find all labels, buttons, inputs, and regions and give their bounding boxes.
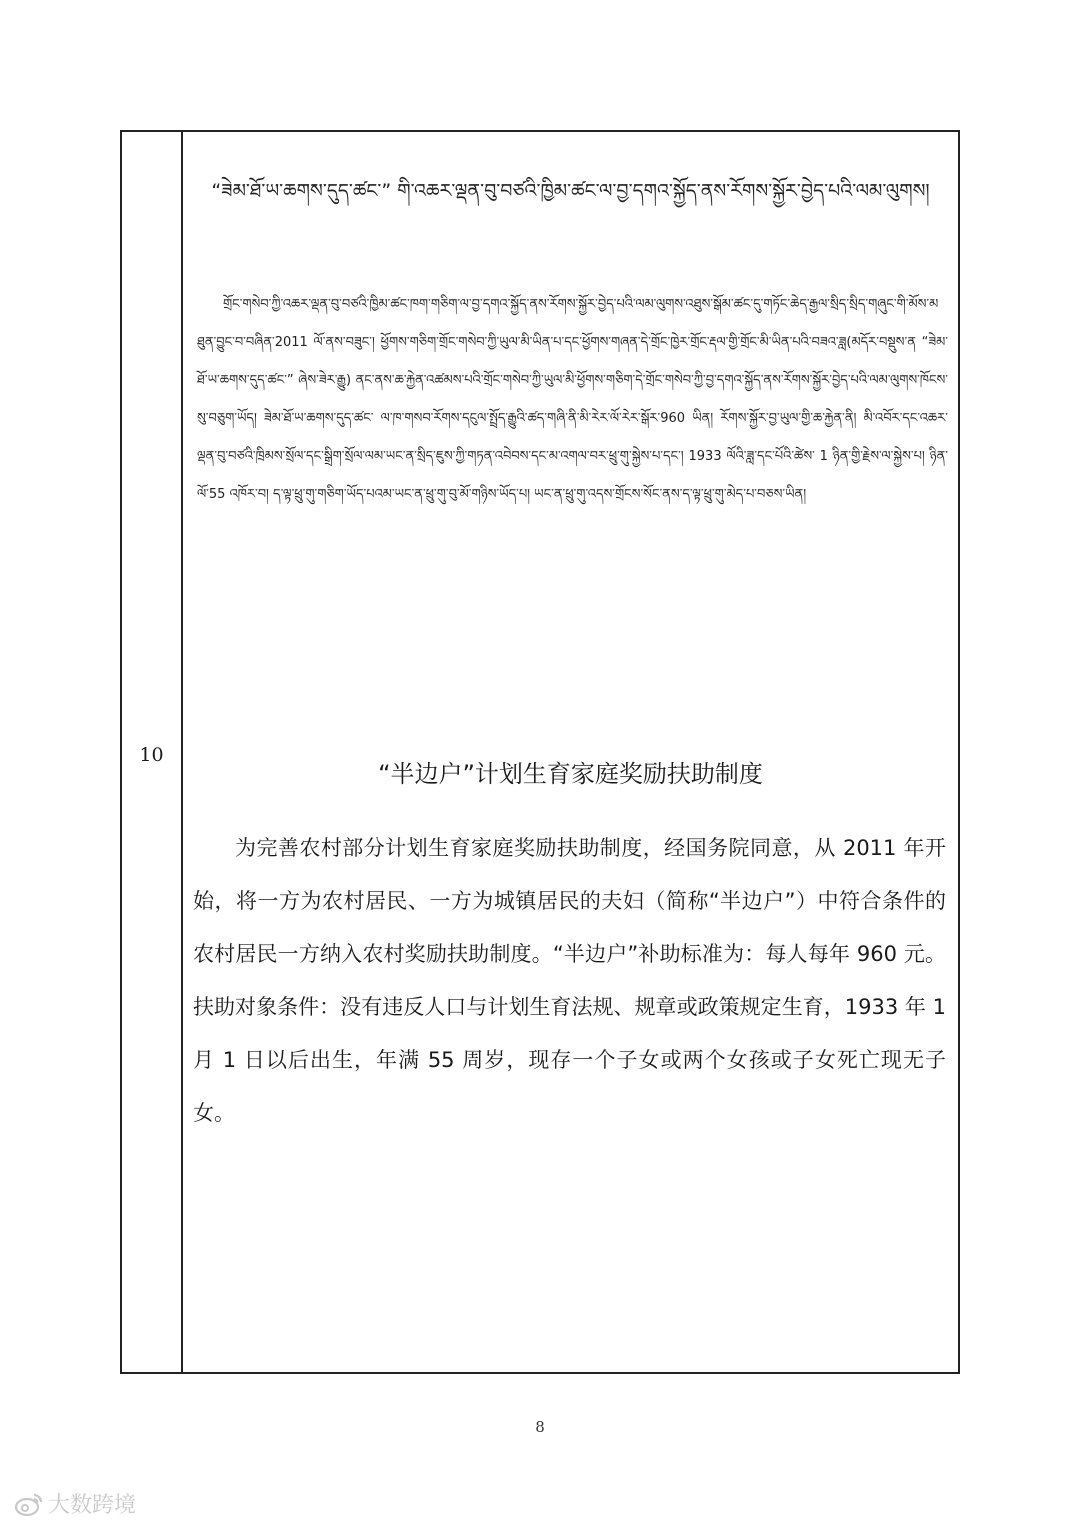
policy-table: [120, 130, 960, 1374]
content-cell: [183, 132, 958, 1372]
chinese-body: 为完善农村部分计划生育家庭奖励扶助制度，经国务院同意，从 2011 年开始，将一方为农村居民、一方为城镇居民的夫妇（简称“半边户”）中符合条件的农村居民一方纳入农村奖励扶助制度。“半边户”补助标准为：每人每年 960 元。扶助对象条件：没有违反人口与计划生育法规、规章或政策规定生育，1933 年 1 月 1 日以后出生，年满 55 周岁，现存一个子女或两个女孩或子女死亡现无子女。: [193, 836, 946, 1125]
chinese-title: “半边户”计划生育家庭奖励扶助制度: [378, 760, 763, 788]
tibetan-body: གྲོང་གསེབ་ཀྱི་འཆར་ལྡན་བུ་བཙའི་ཁྱིམ་ཚང་ཁག་གཅིག་ལ་བྱ་དགའ་སྐྱོད་ནས་རོགས་སྐྱོར་བྱེད་པའི་ལམ་ལུགས་འཐུས་སྒོམ་ཚང་དུ་གཏོང་ཆེད་རྒྱལ་སྲིད་སྲིད་གཞུང་གི་མོས་མཐུན་བྱུང་བ་བཞིན་2011 ལོ་ནས་བཟུང་། ཕྱོགས་གཅིག་གྲོང་གསེབ་ཀྱི་ཡུལ་མི་ཡིན་པ་དང་ཕྱོགས་གཞན་དེ་གྲོང་ཁྱེར་གྲོང་རྡལ་གྱི་གྲོང་མི་ཡིན་པའི་བཟའ་ཟླ(མདོར་བསྡུས་ན “ཟེམ་ཐོ་ཡ་ཆགས་དུད་ཚང་” ཞེས་ཟེར་རྒྱུ) ནང་ནས་ཆ་རྐྱེན་འཚམས་པའི་གྲོང་གསེབ་ཀྱི་ཡུལ་མི་ཕྱོགས་གཅིག་དེ་གྲོང་གསེབ་ཀྱི་བྱ་དགའ་སྐྱོད་ནས་རོགས་སྐྱོར་བྱེད་པའི་ལམ་ལུགས་ཁོངས་སུ་བཅུག་ཡོད། ཟེམ་ཐོ་ཡ་ཆགས་དུད་ཚང་ ལ་ཁ་གསབ་རོགས་དངུལ་སྤྲོད་རྒྱུའི་ཚད་གཞི་ནི་མི་རེར་ལོ་རེར་སྒོར་960 ཡིན། རོགས་སྐྱོར་བྱ་ཡུལ་གྱི་ཆ་རྐྱེན་ནི། མི་འབོར་དང་འཆར་ལྡན་བུ་བཙའི་ཁྲིམས་སྲོལ་དང་སྒྲིག་སྲོལ་ལམ་ཡང་ན་སྲིད་ཇུས་ཀྱི་གཏན་འབེབས་དང་མ་འགལ་བར་ཕྲུ་གུ་སྐྱེས་པ་དང་། 1933 ལོའི་ཟླ་དང་པོའི་ཚེས་ 1 ཉིན་གྱི་རྗེས་ལ་སྐྱེས་པ། ཉིན་ལོ་55 འཁོར་བ། ད་ལྟ་ཕྲུ་གུ་གཅིག་ཡོད་པའམ་ཡང་ན་ཕྲུ་གུ་བུ་མོ་གཉིས་ཡོད་པ། ཡང་ན་ཕྲུ་གུ་འདས་གྲོངས་སོང་ནས་ད་ལྟ་ཕྲུ་གུ་མེད་པ་བཅས་ཡིན།: [197, 297, 948, 502]
page-number: 8: [535, 1418, 545, 1436]
tibetan-title: “ཟེམ་ཐོ་ཡ་ཆགས་དུད་ཚང་” གི་འཆར་ལྡན་བུ་བཙའི་ཁྱིམ་ཚང་ལ་བྱ་དགའ་སྐྱོད་ནས་རོགས་སྐྱོར་བྱེད་པའི་ལམ་ལུགས།: [211, 180, 930, 202]
watermark-text: 大数跨境: [48, 1493, 137, 1518]
weibo-logo-icon: [14, 1491, 44, 1517]
row-number-cell: [122, 132, 183, 1372]
watermark: [14, 1488, 136, 1519]
row-number: 10: [139, 744, 164, 766]
